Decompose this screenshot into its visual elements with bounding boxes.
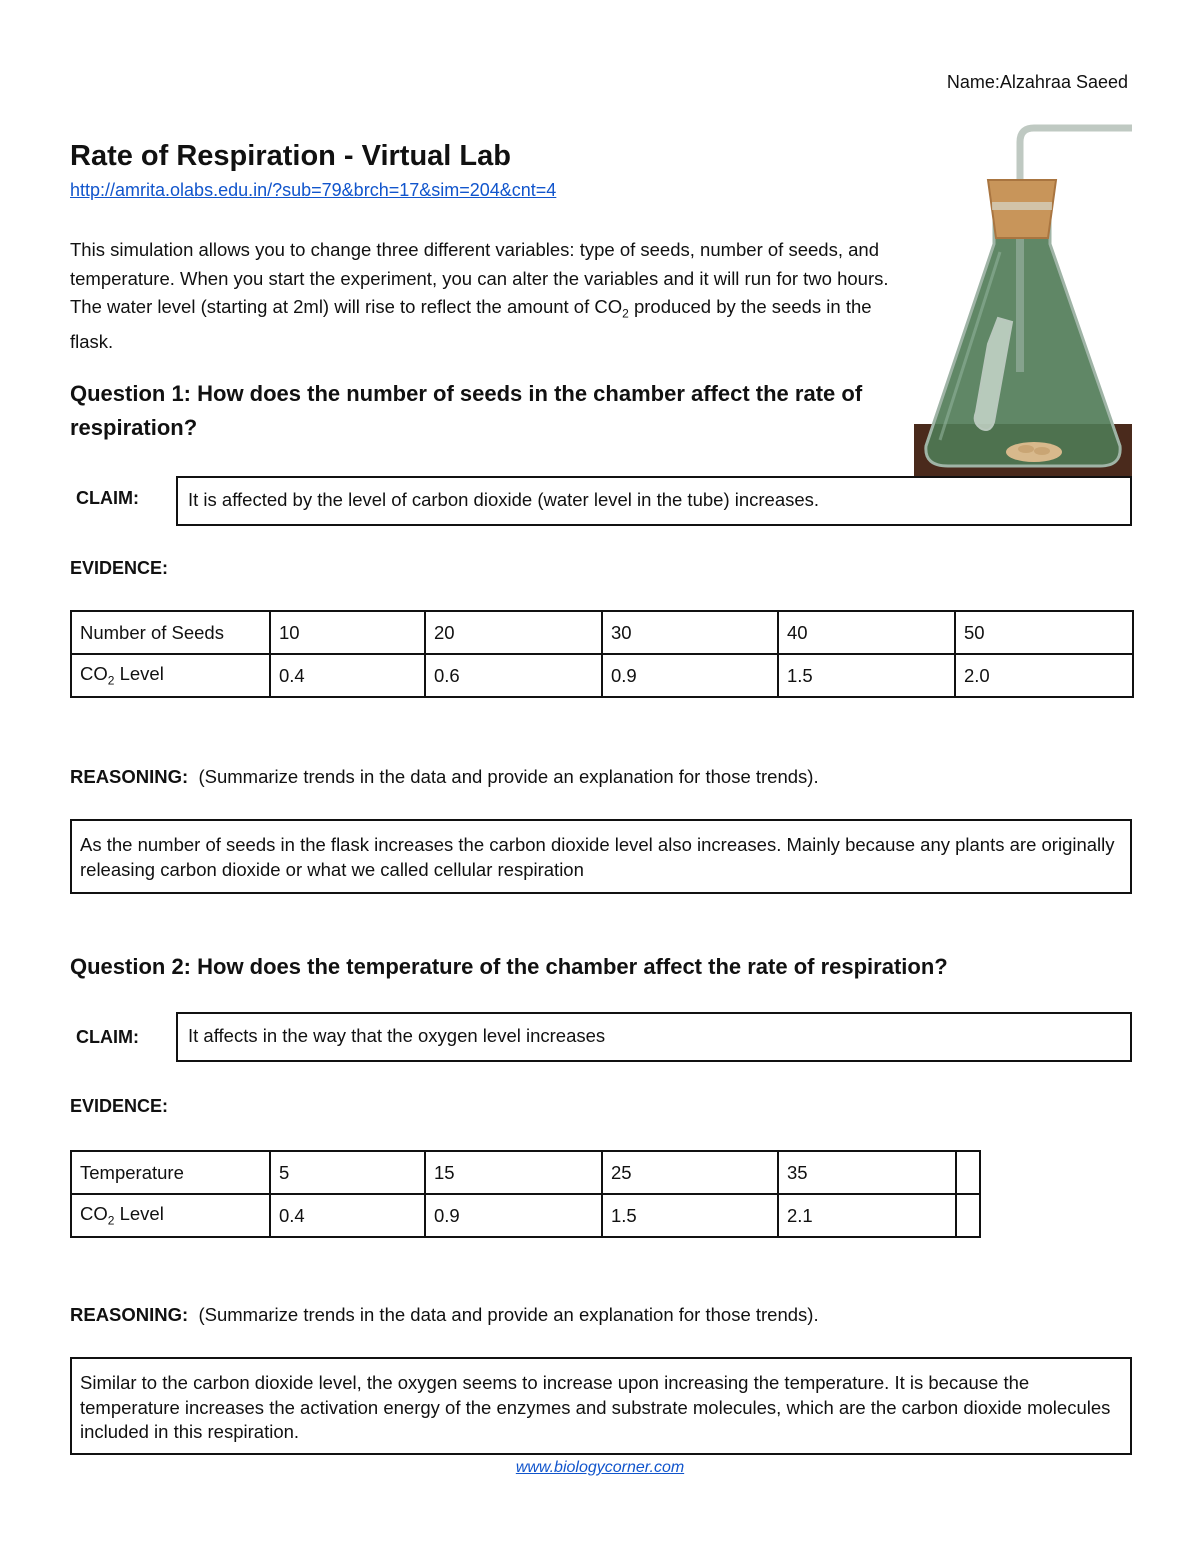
q2-claim-text: It affects in the way that the oxygen level increases (188, 1025, 606, 1046)
q1-reasoning-box[interactable] (70, 819, 1132, 894)
co2-label-rest: Level (114, 1203, 164, 1225)
table-cell: 2.0 (955, 654, 1133, 697)
table-cell: 1.5 (602, 1194, 778, 1237)
table-cell: 50 (955, 611, 1133, 654)
table-cell: 0.4 (270, 1194, 425, 1237)
table-cell (956, 1151, 980, 1194)
table-cell: 0.9 (602, 654, 778, 697)
q1-claim-box[interactable] (176, 476, 1132, 526)
table-cell: 25 (602, 1151, 778, 1194)
table-cell: 5 (270, 1151, 425, 1194)
table-cell: 15 (425, 1151, 602, 1194)
q1-evidence-table (70, 610, 1134, 698)
table-cell: 30 (602, 611, 778, 654)
table-row (71, 654, 1133, 697)
table-cell (956, 1194, 980, 1237)
lab-link[interactable]: http://amrita.olabs.edu.in/?sub=79&brch=17&sim=204&cnt=4 (70, 180, 557, 200)
q1-reasoning-prompt: (Summarize trends in the data and provide an explanation for those trends). (188, 766, 819, 787)
table-cell: 0.4 (270, 654, 425, 697)
q1-claim-label: CLAIM: (76, 488, 139, 508)
q2-reasoning-text: Similar to the carbon dioxide level, the oxygen seems to increase upon increasing the temperature. It is because the temperature increases the activation energy of the enzymes and substrate molecules, which are the carbon dioxide molecules included in this respiration. (80, 1372, 1111, 1442)
q2-reasoning-box[interactable] (70, 1357, 1132, 1455)
table-cell: 20 (425, 611, 602, 654)
intro-text: This simulation allows you to change three different variables: type of seeds, number of seeds, and temperature. When you start the experiment, you can alter the variables and it will run for two hours. The water level (starting at 2ml) will rise to reflect the amount of CO (70, 239, 889, 317)
table-cell: 35 (778, 1151, 956, 1194)
q1-reasoning-text: As the number of seeds in the flask increases the carbon dioxide level also increases. Mainly because any plants are originally releasing carbon dioxide or what we called cellular respiration (80, 834, 1115, 880)
q2-evidence-label: EVIDENCE: (70, 1096, 169, 1116)
q1-evidence-label: EVIDENCE: (70, 558, 169, 578)
seeds (1006, 442, 1062, 462)
q2-claim-label: CLAIM: (76, 1027, 139, 1047)
table-cell (71, 1194, 270, 1237)
table-cell: 10 (270, 611, 425, 654)
table-row (71, 1151, 980, 1194)
intro-text-end: produced by the seeds in the flask. (70, 296, 872, 353)
intro-paragraph (70, 236, 890, 357)
q1-reasoning-line (70, 766, 819, 788)
co2-label-rest: Level (114, 663, 164, 685)
flask-illustration (914, 122, 1132, 478)
q1-claim-text: It is affected by the level of carbon dioxide (water level in the tube) increases. (188, 489, 820, 510)
q2-evidence-table (70, 1150, 981, 1238)
q2-reasoning-prompt: (Summarize trends in the data and provide an explanation for those trends). (188, 1304, 819, 1325)
table-cell (71, 654, 270, 697)
q2-reasoning-label: REASONING: (70, 1304, 189, 1325)
page-title: Rate of Respiration - Virtual Lab (70, 140, 511, 172)
question-2: Question 2: How does the temperature of the chamber affect the rate of respiration? (70, 954, 948, 979)
q2-claim-box[interactable] (176, 1012, 1132, 1062)
table-cell: Temperature (71, 1151, 270, 1194)
q2-reasoning-line (70, 1304, 819, 1326)
co2-subscript: 2 (107, 1213, 115, 1228)
co2-label: CO (80, 663, 108, 685)
co2-subscript: 2 (622, 306, 629, 321)
footer-link[interactable]: www.biologycorner.com (515, 1459, 685, 1476)
co2-subscript: 2 (107, 673, 115, 688)
table-cell: 1.5 (778, 654, 955, 697)
table-cell: 0.9 (425, 1194, 602, 1237)
table-cell: 0.6 (425, 654, 602, 697)
table-cell: 40 (778, 611, 955, 654)
student-name: Name:Alzahraa Saeed (946, 72, 1128, 92)
table-cell: 2.1 (778, 1194, 956, 1237)
table-cell: Number of Seeds (71, 611, 270, 654)
question-1: Question 1: How does the number of seeds in the chamber affect the rate of respiration? (70, 381, 863, 440)
table-row (71, 1194, 980, 1237)
table-row (71, 611, 1133, 654)
co2-label: CO (80, 1203, 108, 1225)
q1-reasoning-label: REASONING: (70, 766, 189, 787)
